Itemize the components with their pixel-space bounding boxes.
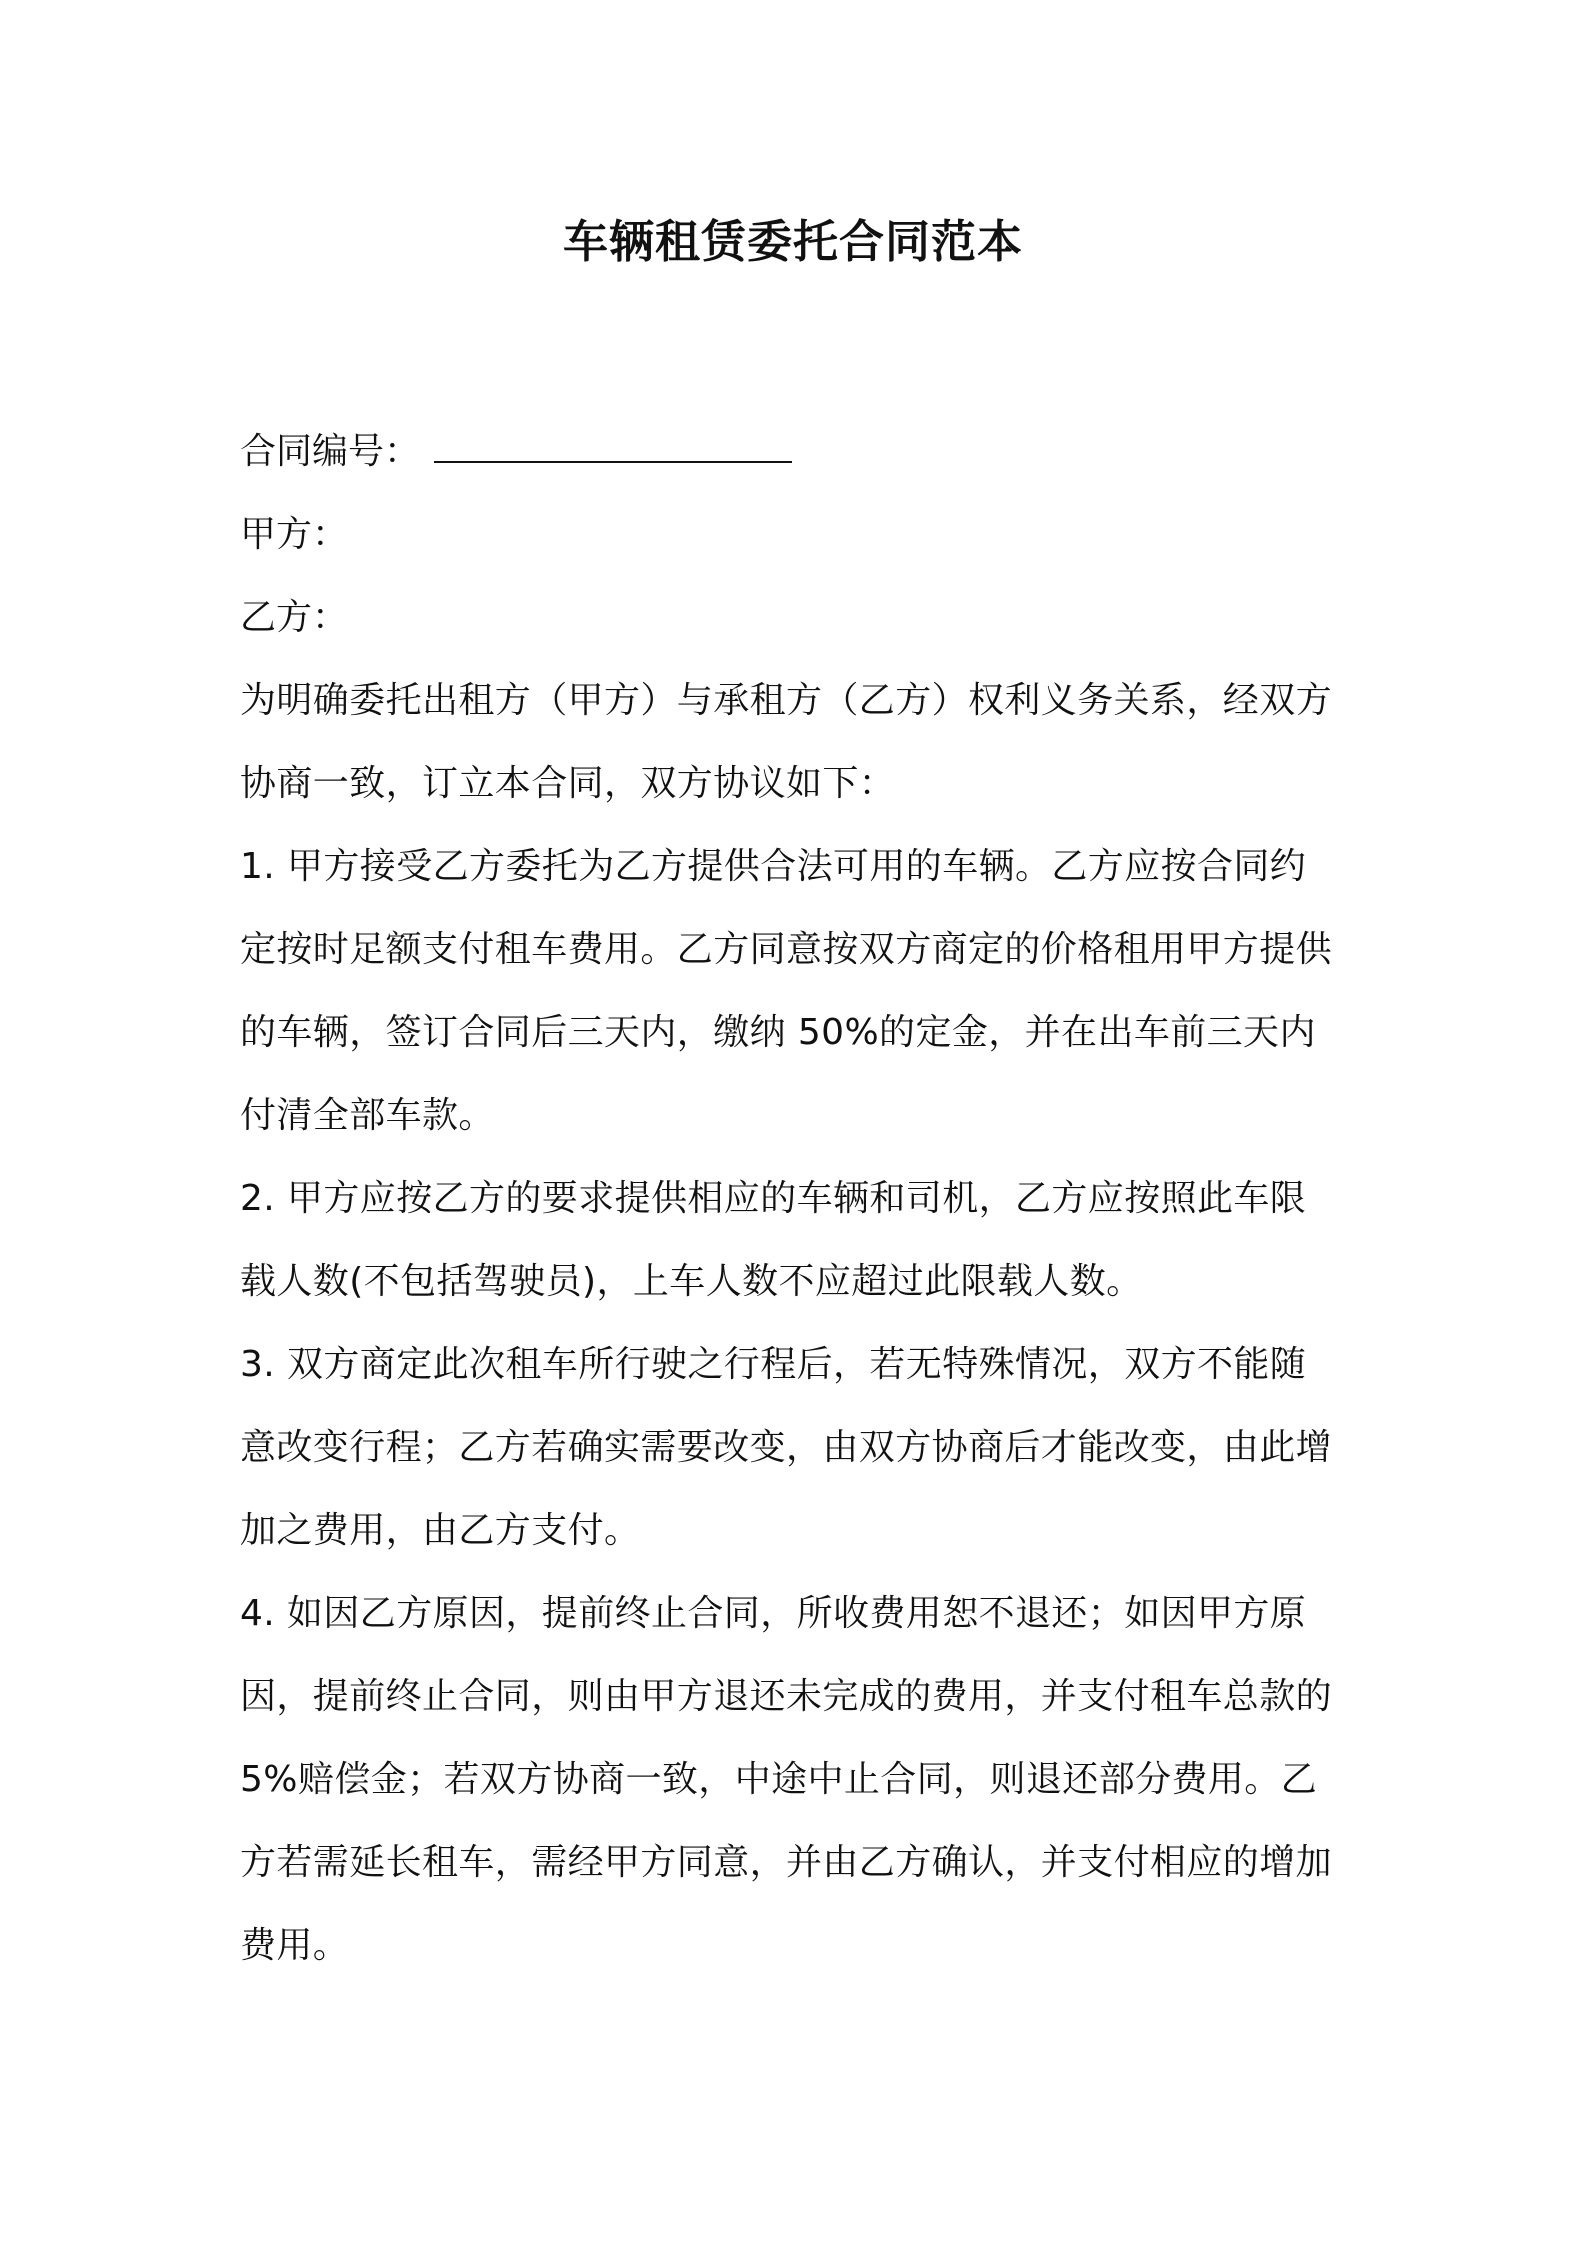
clause-3 bbox=[240, 1323, 1360, 1572]
clause-line: 定按时足额支付租车费用。乙方同意按双方商定的价格租用甲方提供 bbox=[240, 929, 1333, 970]
party-b-line: 乙方： bbox=[240, 597, 349, 638]
document-title: 车辆租赁委托合同范本 bbox=[562, 215, 1023, 268]
clause-line: 费用。 bbox=[240, 1925, 350, 1966]
contract-number-label: 合同编号： bbox=[240, 431, 421, 472]
clause-line: 3. 双方商定此次租车所行驶之行程后，若无特殊情况，双方不能随 bbox=[240, 1344, 1307, 1385]
document-body bbox=[240, 410, 1360, 1987]
clause-2 bbox=[240, 1157, 1360, 1323]
contract-number-line bbox=[240, 410, 1360, 493]
contract-number-blank bbox=[434, 431, 792, 463]
clause-4 bbox=[240, 1572, 1360, 1987]
clause-line: 1. 甲方接受乙方委托为乙方提供合法可用的车辆。乙方应按合同约 bbox=[240, 846, 1307, 887]
clause-line: 的车辆，签订合同后三天内，缴纳 50%的定金，并在出车前三天内 bbox=[240, 1012, 1316, 1053]
party-a-line: 甲方： bbox=[240, 514, 349, 555]
clause-line: 载人数(不包括驾驶员)，上车人数不应超过此限载人数。 bbox=[240, 1261, 1143, 1302]
clause-line: 因，提前终止合同，则由甲方退还未完成的费用，并支付租车总款的 bbox=[240, 1676, 1333, 1717]
clause-line: 4. 如因乙方原因，提前终止合同，所收费用恕不退还；如因甲方原 bbox=[240, 1593, 1307, 1634]
clause-line: 加之费用，由乙方支付。 bbox=[240, 1510, 641, 1551]
intro-line: 协商一致，订立本合同，双方协议如下： bbox=[240, 763, 896, 804]
clause-line: 方若需延长租车，需经甲方同意，并由乙方确认，并支付相应的增加 bbox=[240, 1842, 1333, 1883]
clause-line: 2. 甲方应按乙方的要求提供相应的车辆和司机，乙方应按照此车限 bbox=[240, 1178, 1307, 1219]
clause-line: 5%赔偿金；若双方协商一致，中途中止合同，则退还部分费用。乙 bbox=[240, 1759, 1318, 1800]
intro-paragraph bbox=[240, 659, 1360, 825]
clause-line: 付清全部车款。 bbox=[240, 1095, 495, 1136]
intro-line: 为明确委托出租方（甲方）与承租方（乙方）权利义务关系，经双方 bbox=[240, 680, 1333, 721]
clause-1 bbox=[240, 825, 1360, 1157]
clause-line: 意改变行程；乙方若确实需要改变，由双方协商后才能改变，由此增 bbox=[240, 1427, 1333, 1468]
